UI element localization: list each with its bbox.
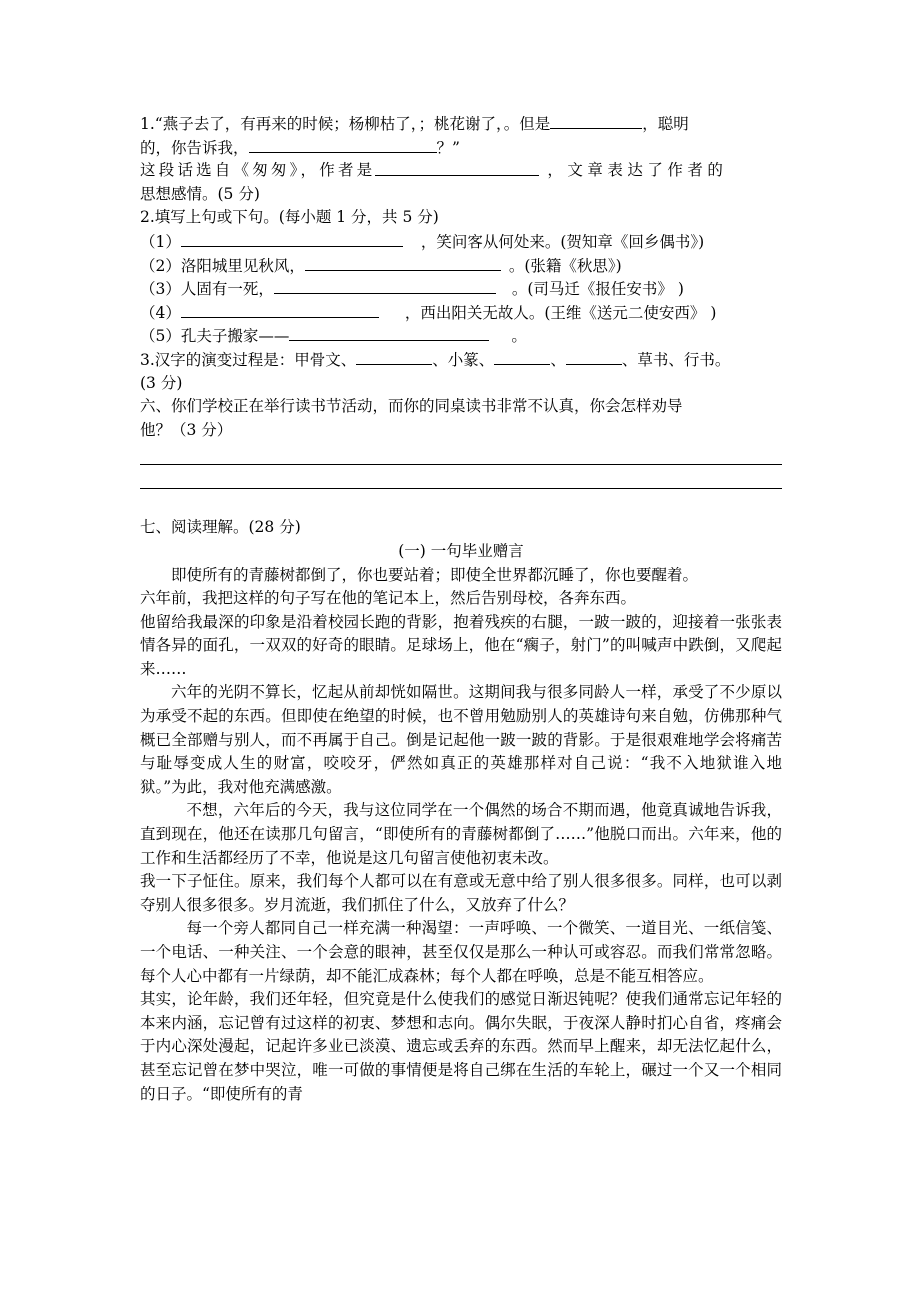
q2-item-1 bbox=[140, 230, 782, 254]
q1-text-f: ，文章表达了作者的 bbox=[547, 161, 728, 180]
q3-blank-1[interactable] bbox=[356, 348, 432, 365]
q2-item-2-blank[interactable] bbox=[305, 254, 501, 271]
passage-paragraph-5: 不想，六年后的今天，我与这位同学在一个偶然的场合不期而遇，他竟真诚地告诉我，直到现在，他还在读那几句留言，“即使所有的青藤树都倒了……”他脱口而出。六年来，他的工作和生活都经历了不幸，他说是这几句留言使他初衷未改。 bbox=[140, 801, 782, 867]
q1-line-2 bbox=[140, 136, 782, 160]
passage-paragraph-7: 每一个旁人都同自己一样充满一种渴望：一声呼唤、一个微笑、一道目光、一纸信笺、一个电话、一种关注、一个会意的眼神，甚至仅仅是那么一种认可或容忍。而我们常常忽略。每个人心中都有一片绿荫，却不能汇成森林；每个人都在呼唤，总是不能互相答应。 bbox=[140, 919, 782, 985]
q2-item-1-prefix: （1） bbox=[140, 232, 181, 251]
q3-text-b: 、小篆、 bbox=[432, 350, 495, 369]
q2-item-4 bbox=[140, 301, 782, 325]
q2-item-1-text: ，笑问客从何处来。(贺知章《回乡偶书》) bbox=[420, 232, 705, 251]
passage-paragraph-2: 六年前，我把这样的句子写在他的笔记本上，然后告别母校，各奔东西。 bbox=[140, 589, 637, 608]
q2-item-1-blank[interactable] bbox=[181, 230, 403, 247]
section6-line-1: 六、你们学校正在举行读书节活动，而你的同桌读书非常不认真，你会怎样劝导 bbox=[140, 397, 683, 416]
q1-blank-1[interactable] bbox=[550, 112, 642, 129]
q3-text-a: 3.汉字的演变过程是：甲骨文、 bbox=[140, 350, 357, 369]
passage-paragraph-8: 其实，论年龄，我们还年轻，但究竟是什么使我们的感觉日渐迟钝呢？使我们通常忘记年轻的本来内涵，忘记曾有过这样的初衷、梦想和志向。偶尔失眠，于夜深人静时扪心自省，疼痛会于内心深处漫起，记起许多业已淡漠、遗忘或丢弃的东西。然而早上醒来，却无法忆起什么，甚至忘记曾在梦中哭泣，唯一可做的事情便是将自己绑在生活的车轮上，碾过一个又一个相同的日子。“即使所有的青 bbox=[140, 990, 782, 1103]
q2-item-2-text: 。(张籍《秋思》) bbox=[508, 256, 622, 275]
passage-paragraph-4: 六年的光阴不算长，忆起从前却恍如隔世。这期间我与很多同龄人一样，承受了不少原以为承受不起的东西。但即使在绝望的时候，也不曾用勉励别人的英雄诗句来自勉，仿佛那种气概已全部赠与别人，而不再属于自己。倒是记起他一跛一跛的背影。于是很艰难地学会将痛苦与耻辱变成人生的财富，咬咬牙，俨然如真正的英雄那样对自己说：“我不入地狱谁入地狱。”为此，我对他充满感激。 bbox=[140, 683, 782, 796]
q3-text-c: 、 bbox=[550, 350, 566, 369]
q2-title: 2.填写上句或下句。(每小题 1 分，共 5 分) bbox=[140, 208, 439, 227]
q2-item-5-blank[interactable] bbox=[289, 324, 489, 341]
q2-item-5-prefix: （5）孔夫子搬家—— bbox=[140, 327, 290, 346]
section6-line-2: 他？（3 分） bbox=[140, 420, 233, 439]
q1-text-e: 这段话选自《匆匆》，作者是 bbox=[140, 161, 376, 180]
q3-blank-3[interactable] bbox=[566, 348, 622, 365]
q2-item-2-prefix: （2）洛阳城里见秋风， bbox=[140, 256, 305, 275]
q3-blank-2[interactable] bbox=[494, 348, 550, 365]
q1-line-4: 思想感情。(5 分) bbox=[140, 184, 260, 203]
q1-line-3 bbox=[140, 159, 782, 183]
passage-paragraph-1: 即使所有的青藤树都倒了，你也要站着；即使全世界都沉睡了，你也要醒着。 bbox=[171, 565, 699, 584]
passage-paragraph-6: 我一下子怔住。原来，我们每个人都可以在有意或无意中给了别人很多很多。同样，也可以剥夺别人很多很多。岁月流逝，我们抓住了什么，又放弃了什么？ bbox=[140, 872, 782, 914]
q1-blank-2[interactable] bbox=[249, 136, 437, 153]
exam-page bbox=[140, 112, 782, 1106]
q1-text-d: ？” bbox=[436, 138, 460, 157]
q3-line bbox=[140, 348, 782, 372]
q2-item-3-prefix: （3）人固有一死， bbox=[140, 280, 274, 299]
q3-text-d: 、草书、行书。 bbox=[621, 350, 731, 369]
q2-item-4-text: ，西出阳关无故人。(王维《送元二使安西》 ) bbox=[404, 303, 717, 322]
q2-item-2 bbox=[140, 254, 782, 278]
q2-item-4-blank[interactable] bbox=[181, 301, 379, 318]
passage-paragraph-3: 他留给我最深的印象是沿着校园长跑的背影，抱着残疾的右腿，一跛一跛的，迎接着一张张表情各异的面孔，一双双的好奇的眼睛。足球场上，他在“瘸子，射门”的叫喊声中跌倒，又爬起来…… bbox=[140, 612, 782, 678]
q2-item-4-prefix: （4） bbox=[140, 303, 181, 322]
q1-text-b: ，聪明 bbox=[642, 115, 689, 133]
section7-title: 七、阅读理解。(28 分) bbox=[140, 518, 301, 537]
q2-item-3 bbox=[140, 277, 782, 301]
q3-score: (3 分) bbox=[140, 373, 183, 392]
q2-item-3-blank[interactable] bbox=[274, 277, 496, 294]
q2-item-5 bbox=[140, 324, 782, 348]
q1-line-1 bbox=[140, 112, 782, 136]
passage-title: (一) 一句毕业赠言 bbox=[398, 541, 524, 560]
q2-item-5-text: 。 bbox=[511, 327, 527, 346]
q1-text-a: 1.“燕子去了，有再来的时候；杨柳枯了，；桃花谢了，。但是 bbox=[140, 115, 551, 133]
q1-text-c: 的，你告诉我， bbox=[140, 138, 249, 157]
q2-item-3-text: 。(司马迁《报任安书》 ) bbox=[511, 280, 684, 299]
q1-blank-3[interactable] bbox=[375, 159, 539, 176]
